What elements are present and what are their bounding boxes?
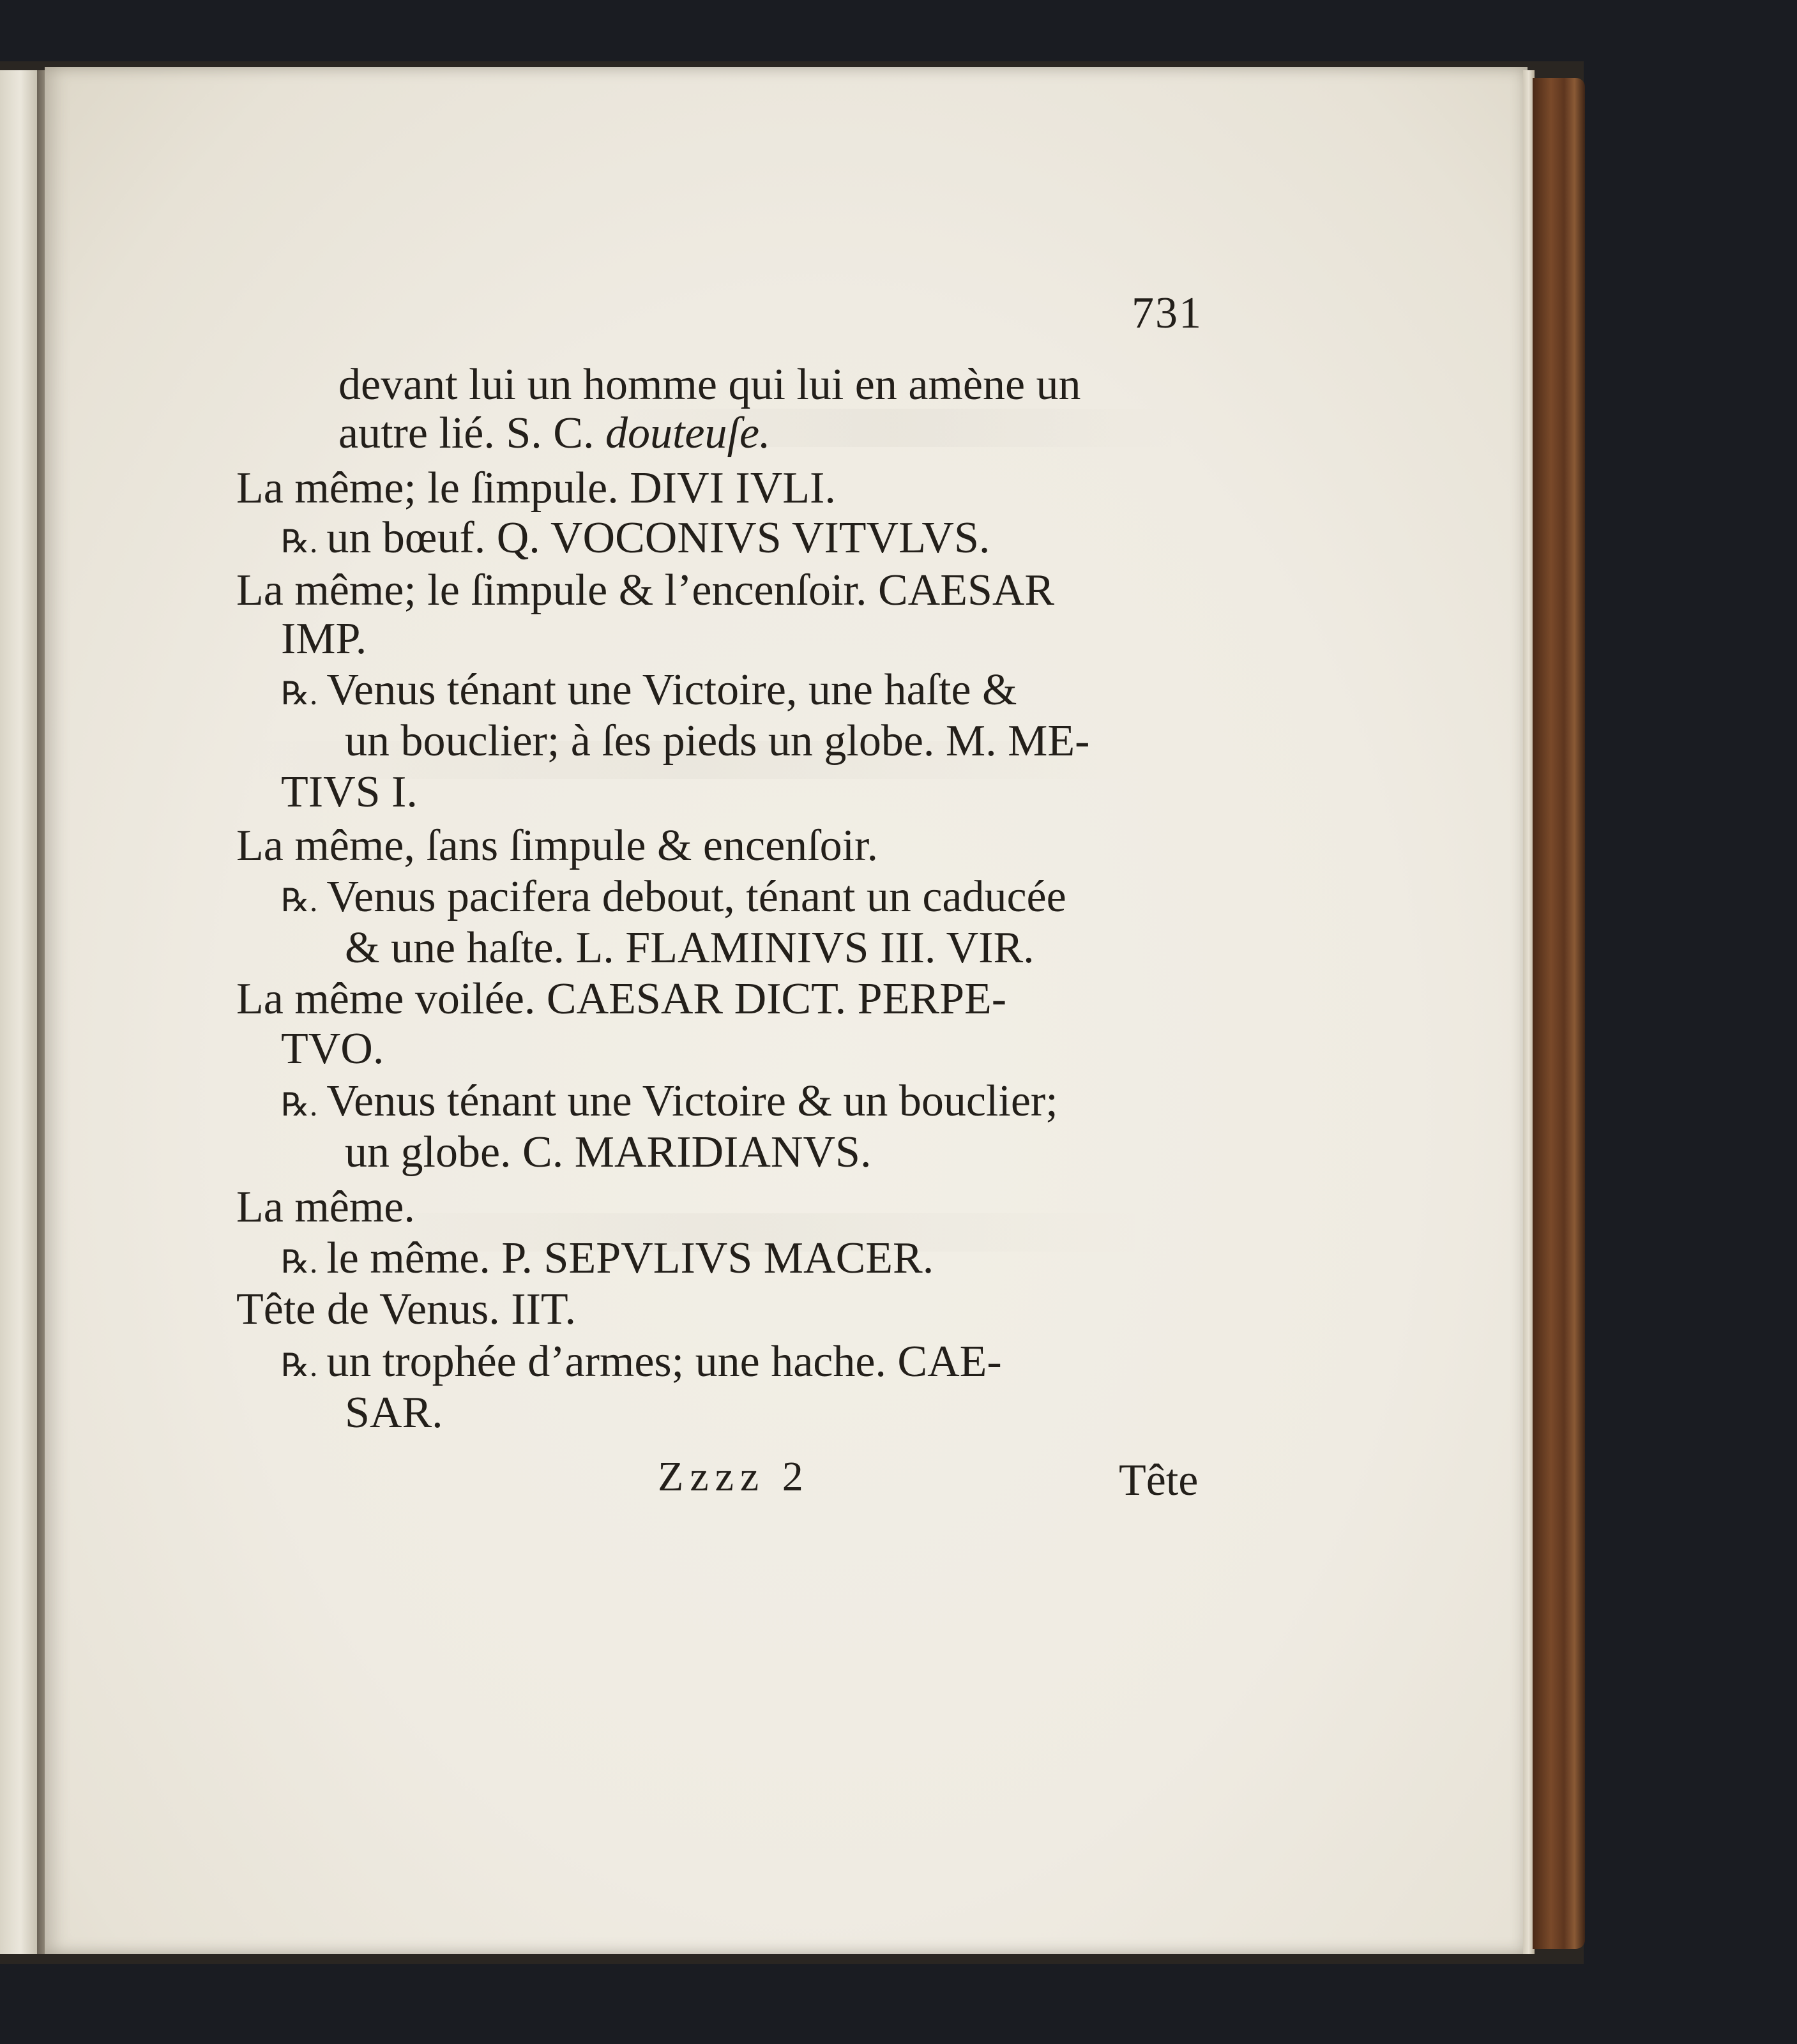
reverse-mark: ℞. [281,1244,318,1280]
text-segment: un bœuf. Q. VOCONIVS VITVLVS. [326,513,990,563]
text-line: IMP. [281,614,367,663]
text-line [338,411,771,456]
text-line: un bouclier; à ſes pieds un globe. M. ME- [345,716,1090,766]
reverse-mark: ℞. [281,524,318,559]
text-line [281,1079,1058,1124]
text-line: & une haſte. L. FLAMINIVS III. VIR. [345,923,1035,973]
text-line: devant lui un homme qui lui en amène un [338,360,1081,409]
text-line [281,1337,1002,1386]
text-line [281,1236,934,1281]
text-segment: Venus ténant une Victoire, une haſte & [326,665,1017,715]
text-line: SAR. [345,1388,443,1437]
text-line [281,513,990,563]
reverse-mark: ℞. [281,1087,318,1123]
page-number: 731 [1132,289,1202,338]
signature-mark: Zzzz 2 [658,1453,810,1500]
reverse-mark: ℞. [281,882,318,918]
text-segment: un trophée d’armes; une hache. CAE- [326,1337,1002,1386]
catchword: Tête [1119,1456,1199,1505]
text-line: La même; le ſimpule. DIVI IVLI. [236,464,836,513]
text-line: TVO. [281,1024,384,1073]
text-line: Tête de Venus. IIT. [236,1285,576,1334]
text-line: La même voilée. CAESAR DICT. PERPE- [236,974,1007,1024]
text-line [281,665,1017,715]
text-line: La même; le ſimpule & l’encenſoir. CAESAR [236,566,1055,615]
text-line [281,872,1066,921]
text-segment: Venus pacifera debout, ténant un caducée [326,872,1066,921]
text-segment: autre lié. S. C. [338,409,595,458]
text-line: un globe. C. MARIDIANVS. [345,1128,872,1177]
italic-word: douteuſe. [605,409,771,458]
text-segment: le même. P. SEPVLIVS MACER. [326,1234,934,1283]
text-line: TIVS I. [281,768,418,817]
reverse-mark: ℞. [281,676,318,711]
text-line: La même. [236,1183,415,1232]
text-line: La même, ſans ſimpule & encenſoir. [236,821,878,870]
reverse-mark: ℞. [281,1347,318,1383]
text-segment: Venus ténant une Victoire & un bouclier; [326,1077,1058,1126]
